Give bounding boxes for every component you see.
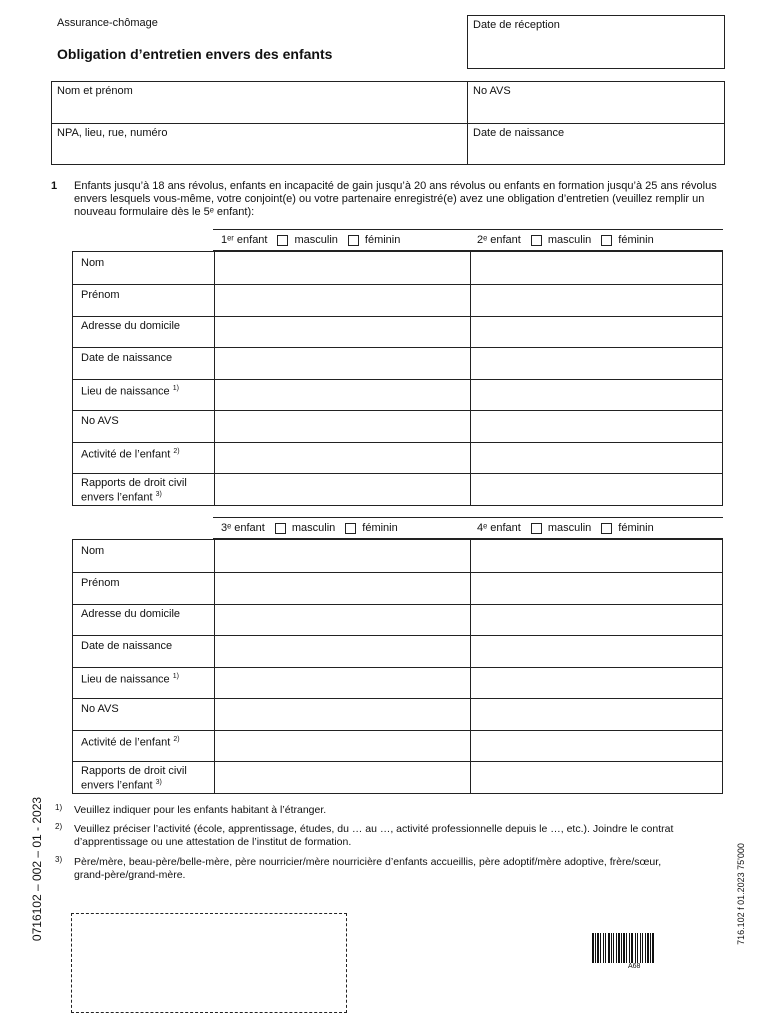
row-line	[73, 410, 722, 411]
section-text: Enfants jusqu’à 18 ans révolus, enfants en incapacité de gain jusqu’à 20 ans révolus ou enfants en formation jusqu’à 25 ans révolus envers lesquels vous-même, votre conjoint(e) ou votre partenaire enregistré(e) avez une obligation d’entretien (veuillez remplir un nouveau formulaire dès le 5ᵉ enfant):	[74, 180, 717, 218]
row-label-activite	[81, 734, 180, 749]
footnote-text: Veuillez préciser l’activité (école, apprentissage, études, du … au …, activité professionnelle depuis le …, etc.). Joindre le contrat d’apprentissage ou une attestation de l’institut de formation.	[74, 823, 674, 848]
barcode	[592, 933, 688, 963]
children-table-2	[72, 517, 723, 794]
table-body	[72, 251, 723, 506]
footnote-text: Père/mère, beau-père/belle-mère, père nourricier/mère nourricière d’enfants accueillis, père adoptif/mère adoptive, frère/sœur, grand-père/grand-mère.	[74, 856, 662, 881]
row-label-text: Rapports de droit civil envers l’enfant	[81, 765, 187, 792]
barcode-graphic	[592, 933, 688, 963]
row-label-avs	[81, 703, 119, 715]
female-checkbox[interactable]	[348, 235, 359, 246]
left-form-code: 0716102 – 002 – 01 - 2023	[30, 796, 44, 942]
row-line	[73, 347, 722, 348]
row-label-rapports	[81, 765, 206, 792]
row-label-nom	[81, 545, 104, 557]
barcode-bar	[611, 933, 612, 963]
children-table-1	[72, 229, 723, 506]
barcode-bar	[631, 933, 633, 963]
row-line	[73, 761, 722, 762]
footnote-ref: 3)	[155, 779, 162, 786]
footnote-ref: 2)	[173, 736, 180, 743]
footnote-text: Veuillez indiquer pour les enfants habitant à l’étranger.	[74, 804, 327, 816]
barcode-bar	[600, 933, 601, 963]
row-label-text: Activité de l’enfant	[81, 448, 171, 461]
avs-label: No AVS	[473, 85, 511, 97]
right-form-code: 716.102 f 01.2023 75'000	[736, 843, 746, 945]
row-label-lieu-naissance	[81, 671, 179, 686]
child-label: 1ᵉʳ enfant	[221, 234, 268, 246]
row-line	[73, 473, 722, 474]
female-label: féminin	[618, 234, 654, 246]
child-header-1	[221, 229, 400, 251]
row-label-prenom	[81, 577, 120, 589]
row-label-text: No AVS	[81, 415, 119, 427]
child-header-2	[477, 229, 654, 251]
row-label-text: Rapports de droit civil envers l’enfant	[81, 477, 187, 504]
identity-block	[51, 81, 725, 165]
barcode-bar	[645, 933, 646, 963]
female-checkbox[interactable]	[601, 523, 612, 534]
row-line	[73, 379, 722, 380]
birthdate-label: Date de naissance	[473, 127, 565, 139]
child-label: 4ᵉ enfant	[477, 522, 521, 534]
footnote-ref: 1)	[172, 673, 179, 680]
barcode-bar	[616, 933, 617, 963]
reception-date-label: Date de réception	[473, 19, 560, 31]
male-checkbox[interactable]	[275, 523, 286, 534]
female-checkbox[interactable]	[345, 523, 356, 534]
child-label: 2ᵉ enfant	[477, 234, 521, 246]
footnote-ref: 2)	[173, 448, 180, 455]
reception-date-field[interactable]	[467, 15, 725, 69]
female-label: féminin	[362, 522, 398, 534]
male-label: masculin	[291, 522, 336, 534]
row-label-text: Lieu de naissance	[81, 385, 170, 398]
row-line	[73, 698, 722, 699]
row-label-nom	[81, 257, 104, 269]
page-title: Obligation d’entretien envers des enfants	[57, 46, 333, 62]
row-line	[73, 667, 722, 668]
row-label-date-naissance	[81, 352, 172, 364]
row-label-avs	[81, 415, 119, 427]
male-checkbox[interactable]	[531, 523, 542, 534]
avs-field[interactable]	[468, 82, 724, 123]
row-line	[73, 572, 722, 573]
row-line	[73, 316, 722, 317]
row-line	[73, 635, 722, 636]
row-line	[73, 442, 722, 443]
male-label: masculin	[547, 522, 592, 534]
barcode-bar	[603, 933, 604, 963]
barcode-bar	[623, 933, 625, 963]
department-label: Assurance-chômage	[57, 17, 158, 29]
male-checkbox[interactable]	[277, 235, 288, 246]
barcode-bar	[608, 933, 610, 963]
row-label-text: Nom	[81, 545, 105, 557]
barcode-bar	[629, 933, 630, 963]
row-line	[73, 604, 722, 605]
barcode-bar	[605, 933, 606, 963]
barcode-bar	[613, 933, 614, 963]
male-checkbox[interactable]	[531, 235, 542, 246]
row-label-text: Date de naissance	[81, 352, 173, 364]
male-label: masculin	[294, 234, 338, 246]
address-field[interactable]	[52, 124, 467, 164]
barcode-bar	[597, 933, 599, 963]
name-field[interactable]	[52, 82, 467, 123]
barcode-label: A68	[628, 963, 641, 970]
row-line	[73, 730, 722, 731]
row-label-date-naissance	[81, 640, 172, 652]
section-number: 1	[51, 180, 58, 192]
barcode-bar	[635, 933, 636, 963]
row-label-text: Lieu de naissance	[81, 673, 170, 686]
row-label-rapports	[81, 477, 206, 504]
barcode-bar	[637, 933, 638, 963]
row-label-text: Nom	[81, 257, 105, 269]
row-label-prenom	[81, 289, 120, 301]
row-label-text: Prénom	[81, 577, 120, 589]
birthdate-field[interactable]	[468, 124, 724, 164]
child-header-4	[477, 517, 654, 539]
barcode-bar	[652, 933, 654, 963]
male-label: masculin	[547, 234, 592, 246]
row-label-text: Date de naissance	[81, 640, 173, 652]
row-label-text: Adresse du domicile	[81, 320, 181, 332]
row-line	[73, 284, 722, 285]
row-label-adresse	[81, 320, 180, 332]
barcode-bar	[621, 933, 622, 963]
row-label-text: Prénom	[81, 289, 120, 301]
female-label: féminin	[618, 522, 654, 534]
barcode-bar	[626, 933, 627, 963]
row-label-text: Activité de l’enfant	[81, 736, 171, 749]
female-label: féminin	[364, 234, 401, 246]
footnote-number: 3)	[55, 855, 63, 864]
footnote-ref: 3)	[155, 491, 162, 498]
footnote-ref: 1)	[172, 385, 179, 392]
barcode-bar	[618, 933, 620, 963]
table-body	[72, 539, 723, 794]
barcode-bar	[650, 933, 651, 963]
row-label-text: Adresse du domicile	[81, 608, 181, 620]
row-label-lieu-naissance	[81, 383, 179, 398]
name-label: Nom et prénom	[57, 85, 133, 97]
barcode-bar	[592, 933, 594, 963]
child-label: 3ᵉ enfant	[221, 522, 265, 534]
footnote-number: 1)	[55, 803, 63, 812]
address-window	[71, 913, 347, 1013]
barcode-bar	[640, 933, 641, 963]
row-label-text: No AVS	[81, 703, 119, 715]
row-label-adresse	[81, 608, 180, 620]
footnote-number: 2)	[55, 822, 63, 831]
child-header-3	[221, 517, 398, 539]
address-label: NPA, lieu, rue, numéro	[57, 127, 168, 139]
barcode-bar	[647, 933, 649, 963]
female-checkbox[interactable]	[601, 235, 612, 246]
barcode-bar	[642, 933, 643, 963]
barcode-bar	[595, 933, 596, 963]
row-label-activite	[81, 446, 180, 461]
